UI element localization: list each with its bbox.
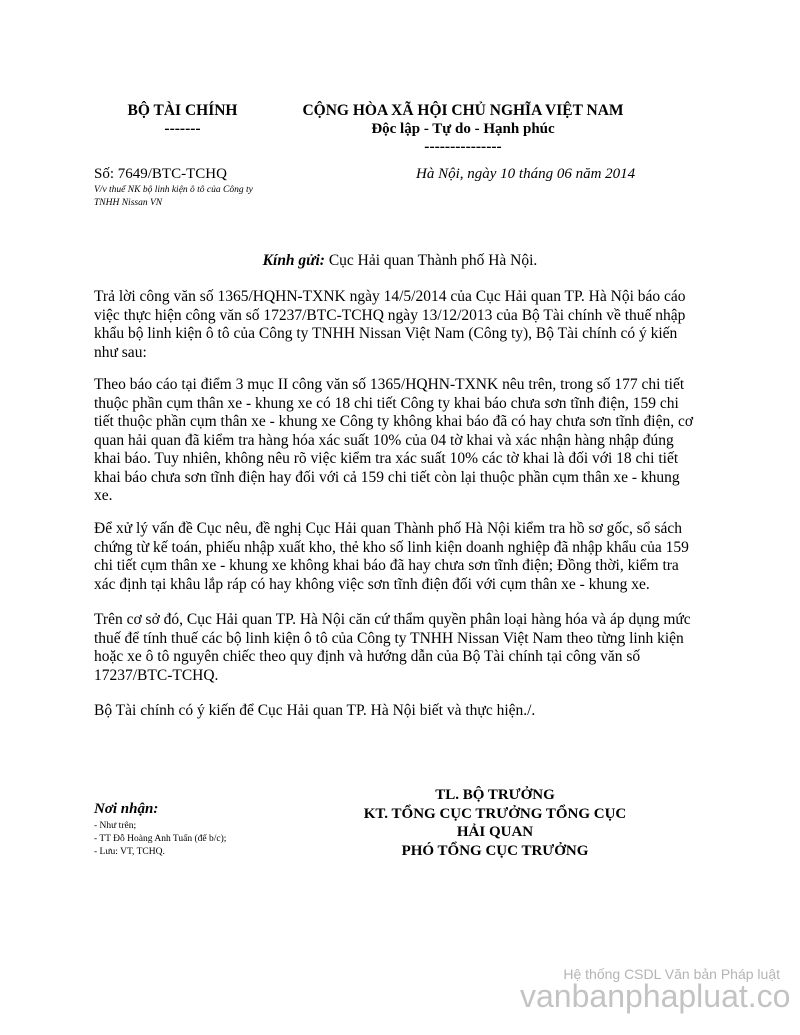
- text-line: Bộ Tài chính có ý kiến để Cục Hải quan TP. Hà Nội biết và thực hiện./.: [94, 702, 536, 719]
- recipient-item: - Như trên;: [94, 821, 137, 831]
- watermark-site: vanbanphapluat.co: [520, 978, 791, 1014]
- text-line: Trả lời công văn số 1365/HQHN-TXNK ngày 14/5/2014 của Cục Hải quan TP. Hà Nội báo cáo: [94, 288, 686, 305]
- national-header-block: [278, 102, 648, 156]
- national-title: CỘNG HÒA XÃ HỘI CHỦ NGHĨA VIỆT NAM: [302, 102, 624, 119]
- document-subject: [94, 184, 304, 210]
- national-motto: Độc lập - Tự do - Hạnh phúc: [371, 121, 555, 137]
- body-paragraph-5: [94, 702, 699, 721]
- text-line: khẩu bộ linh kiện ô tô của Công ty TNHH Nissan Việt Nam (Công ty), Bộ Tài chính có ý kiến: [94, 325, 678, 342]
- recipient-item: - TT Đỗ Hoàng Anh Tuấn (để b/c);: [94, 834, 227, 844]
- body-paragraph-1: [94, 288, 699, 362]
- agency-rule: -------: [164, 120, 201, 137]
- recipients-list: [94, 820, 226, 859]
- recipients-title: Nơi nhận:: [94, 801, 159, 817]
- text-line: như sau:: [94, 343, 147, 361]
- signature-line: HẢI QUAN: [456, 824, 534, 840]
- salutation: [0, 252, 800, 270]
- salutation-recipient: Cục Hải quan Thành phố Hà Nội.: [328, 252, 538, 269]
- text-line: thuộc phần cụm thân xe - khung xe có 18 chi tiết Công ty khai báo chưa sơn tĩnh điện, 159 chi: [94, 394, 679, 412]
- signature-line: PHÓ TỔNG CỤC TRƯỞNG: [401, 842, 589, 859]
- subject-line: V/v thuế NK bộ linh kiện ô tô của Công ty: [94, 185, 253, 195]
- signature-line: TL. BỘ TRƯỞNG: [435, 787, 555, 803]
- document-number: Số: 7649/BTC-TCHQ: [94, 166, 227, 182]
- text-line: khai báo. Tuy nhiên, không nêu rõ việc kiểm tra xác suất 10% các tờ khai là đối với 18 chi tiết: [94, 450, 679, 467]
- text-line: 17237/BTC-TCHQ.: [94, 666, 219, 684]
- body-paragraph-4: [94, 611, 699, 685]
- recipient-item: - Lưu: VT, TCHQ.: [94, 847, 165, 857]
- signature-line: KT. TỔNG CỤC TRƯỞNG TỔNG CỤC: [363, 805, 627, 822]
- text-line: Để xử lý vấn đề Cục nêu, đề nghị Cục Hải quan Thành phố Hà Nội kiểm tra hồ sơ gốc, sổ sách: [94, 520, 682, 537]
- subject-line: TNHH Nissan VN: [94, 198, 163, 208]
- issuing-agency-block: [105, 102, 260, 138]
- issuing-agency: BỘ TÀI CHÍNH: [127, 102, 238, 119]
- signature-block: [330, 786, 660, 860]
- salutation-label: Kính gửi:: [262, 252, 325, 269]
- text-line: chứng từ kế toán, phiếu nhập xuất kho, thẻ kho số linh kiện doanh nghiệp đã nhập khẩu của 159: [94, 538, 689, 556]
- place-and-date: Hà Nội, ngày 10 tháng 06 năm 2014: [416, 166, 636, 182]
- body-paragraph-2: [94, 376, 699, 506]
- body-paragraph-3: [94, 520, 699, 594]
- text-line: chi tiết cụm thân xe - khung xe không khai báo đã hay chưa sơn tĩnh điện; Đồng thời, kiểm tra: [94, 557, 679, 574]
- watermark-caption: Hệ thống CSDL Văn bản Pháp luật: [563, 966, 780, 982]
- text-line: thuế để tính thuế các bộ linh kiện ô tô của Công ty TNHH Nissan Việt Nam theo từng linh kiện: [94, 629, 684, 647]
- text-line: quan hải quan đã kiểm tra hàng hóa xác suất 10% của 04 tờ khai và xác nhận hàng nhập đúng: [94, 431, 674, 449]
- text-line: Trên cơ sở đó, Cục Hải quan TP. Hà Nội căn cứ thẩm quyền phân loại hàng hóa và áp dụng mức: [94, 611, 691, 628]
- text-line: tiết thuộc phần cụm thân xe - khung xe Công ty không khai báo đã có hay chưa sơn tĩnh điện, cơ: [94, 413, 694, 430]
- text-line: xe.: [94, 487, 113, 504]
- text-line: Theo báo cáo tại điểm 3 mục II công văn số 1365/HQHN-TXNK nêu trên, trong số 177 chi tiết: [94, 376, 685, 393]
- text-line: việc thực hiện công văn số 17237/BTC-TCHQ ngày 13/12/2013 của Bộ Tài chính về thuế nhập: [94, 306, 686, 324]
- motto-rule: ---------------: [424, 138, 502, 155]
- text-line: khai báo chưa sơn tĩnh điện hay đối với cả 159 chi tiết còn lại thuộc phần cụm thân xe - khung: [94, 468, 680, 486]
- text-line: hoặc xe ô tô nguyên chiếc theo quy định và hướng dẫn của Bộ Tài chính tại công văn số: [94, 648, 641, 665]
- text-line: xác định tại khâu lắp ráp có hay không việc sơn tĩnh điện đối với cụm thân xe - khung xe.: [94, 575, 650, 593]
